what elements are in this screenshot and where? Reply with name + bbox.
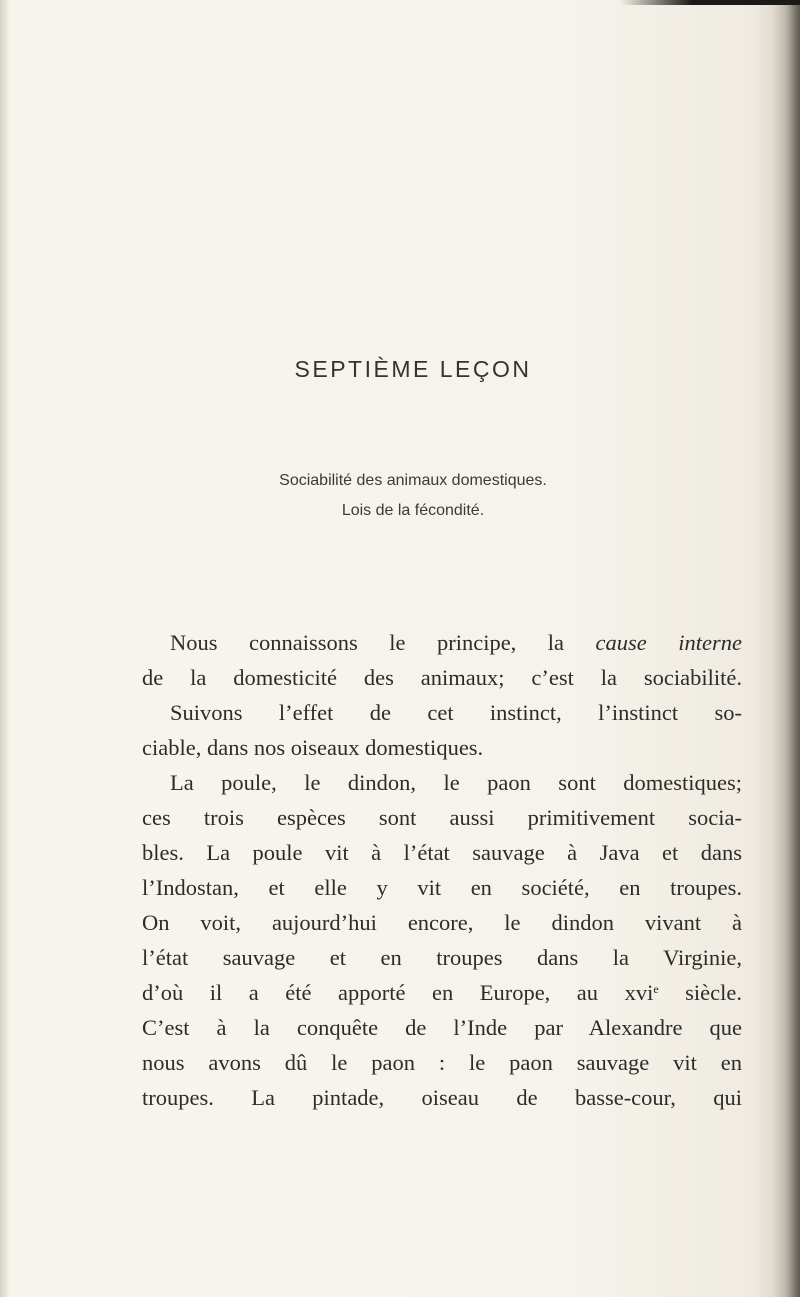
text-line-10: l’état sauvage et en troupes dans la Virginie, (142, 945, 742, 970)
page-left-edge (0, 0, 10, 1297)
italic-emphasis: cause interne (595, 630, 742, 655)
text-line-13: nous avons dû le paon : le paon sauvage vit en (142, 1050, 742, 1075)
spine-shadow (772, 0, 800, 1297)
chapter-title: SEPTIÈME LEÇON (294, 356, 532, 382)
text-segment: d’où il a été apporté en Europe, au (142, 980, 625, 1005)
text-segment: siècle. (658, 980, 742, 1005)
chapter-subtitle-line-1: Sociabilité des animaux domestiques. (279, 472, 547, 489)
text-line-2: de la domesticité des animaux; c’est la sociabilité. (142, 665, 742, 690)
century-numeral: xvi (624, 980, 654, 1005)
text-line-5: La poule, le dindon, le paon sont domestiques; (170, 770, 742, 795)
body-paragraphs (142, 625, 742, 1115)
text-line-6: ces trois espèces sont aussi primitivement socia- (142, 805, 742, 830)
text-line-14: troupes. La pintade, oiseau de basse-cour, qui (142, 1085, 742, 1110)
text-line-3: Suivons l’effet de cet instinct, l’instinct so- (170, 700, 742, 725)
text-segment: Nous connaissons le principe, la (170, 630, 596, 655)
text-line-9: On voit, aujourd’hui encore, le dindon vivant à (142, 910, 742, 935)
top-edge-mark (620, 0, 800, 5)
text-line-11 (142, 975, 742, 1010)
text-line-4: ciable, dans nos oiseaux domestiques. (142, 735, 484, 760)
text-line-12: C’est à la conquête de l’Inde par Alexandre que (142, 1015, 742, 1040)
century-superscript: e (653, 982, 659, 996)
chapter-subtitle-line-2: Lois de la fécondité. (341, 502, 485, 519)
text-line-8: l’Indostan, et elle y vit en société, en troupes. (142, 875, 742, 900)
text-line-1 (142, 625, 742, 660)
text-line-7: bles. La poule vit à l’état sauvage à Java et dans (142, 840, 742, 865)
